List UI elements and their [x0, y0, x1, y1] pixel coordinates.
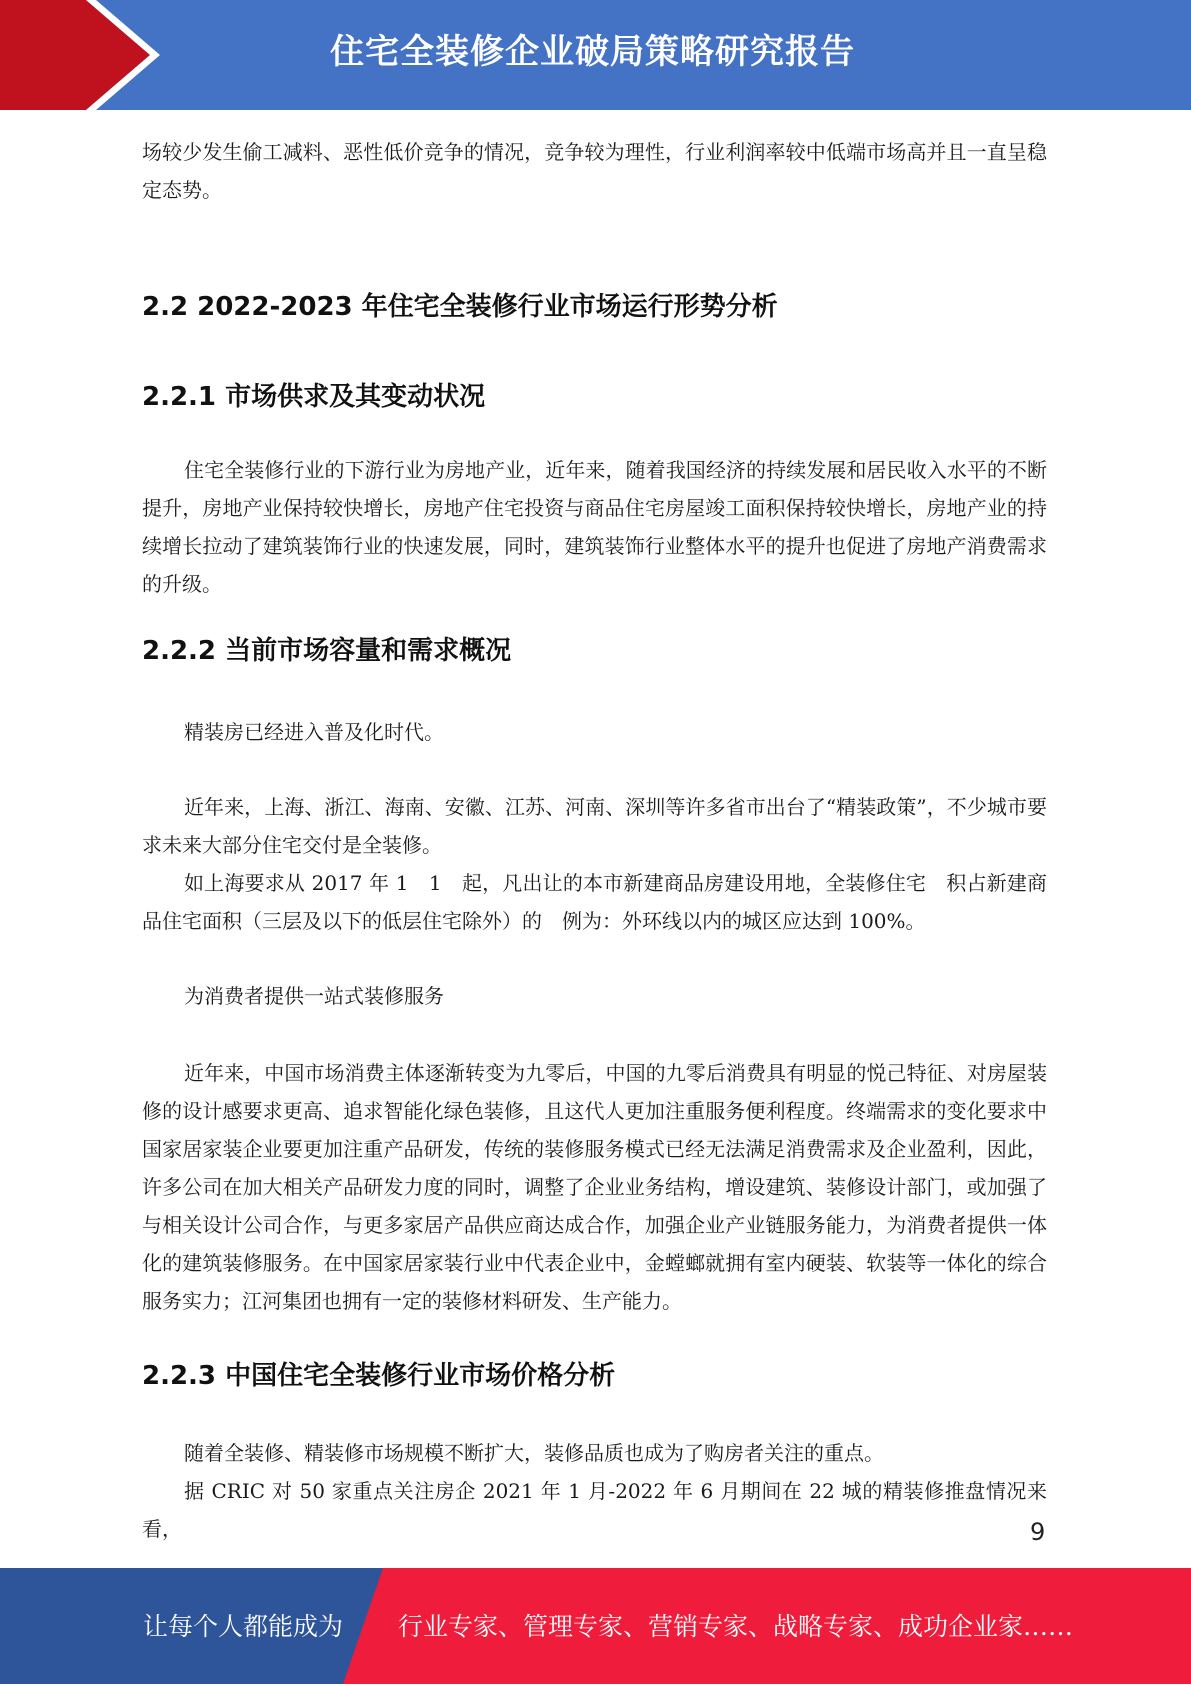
paragraph-quality: 随着全装修、精装修市场规模不断扩大，装修品质也成为了购房者关注的重点。 [184, 1441, 884, 1465]
paragraph-competition: 场较少发生偷工减料、恶性低价竞争的情况，竞争较为理性，行业利润率较中低端市场高并且一直呈稳定态势。 [142, 140, 1047, 202]
paragraph-popularization: 精装房已经进入普及化时代。 [184, 720, 444, 744]
footer-slogan-right: 行业专家、管理专家、营销专家、战略专家、成功企业家…… [398, 1612, 1074, 1641]
paragraph-consumers: 近年来，中国市场消费主体逐渐转变为九零后，中国的九零后消费具有明显的悦己特征、对房屋装修的设计感要求更高、追求智能化绿色装修，且这代人更加注重服务便利程度。终端需求的变化要求中国家居家装企业要更加注重产品研发，传统的装修服务模式已经无法满足消费需求及企业盈利，因此，许多公司在加大相关产品研发力度的同时，调整了企业业务结构，增设建筑、装修设计部门，或加强了与相关设计公司合作，与更多家居产品供应商达成合作，加强企业产业链服务能力，为消费者提供一体化的建筑装修服务。在中国家居家装行业中代表企业中，金螳螂就拥有室内硬装、软装等一体化的综合服务实力；江河集团也拥有一定的装修材料研发、生产能力。 [142, 1061, 1047, 1313]
report-title: 住宅全装修企业破局策略研究报告 [330, 32, 855, 72]
paragraph-cric: 据 CRIC 对 50 家重点关注房企 2021 年 1 月-2022 年 6 月期间在 22 城的精装修推盘情况来看， [142, 1479, 1047, 1541]
heading-2-2-2: 2.2.2 当前市场容量和需求概况 [142, 636, 512, 666]
footer-slogan-left: 让每个人都能成为 [143, 1612, 344, 1641]
heading-2-2-3: 2.2.3 中国住宅全装修行业市场价格分析 [142, 1361, 616, 1391]
page-header [0, 0, 1191, 110]
heading-2-2-1: 2.2.1 市场供求及其变动状况 [142, 382, 486, 412]
paragraph-shanghai: 如上海要求从 2017 年 1 1 起，凡出让的本市新建商品房建设用地，全装修住宅 积占新建商品住宅面积（三层及以下的低层住宅除外）的 例为：外环线以内的城区应达到 100%。 [142, 871, 1047, 933]
page-number: 9 [1030, 1518, 1046, 1546]
paragraph-policy: 近年来，上海、浙江、海南、安徽、江苏、河南、深圳等许多省市出台了“精装政策”，不少城市要求未来大部分住宅交付是全装修。 [142, 795, 1047, 857]
page-footer [0, 1568, 1191, 1684]
paragraph-supply-demand: 住宅全装修行业的下游行业为房地产业，近年来，随着我国经济的持续发展和居民收入水平的不断提升，房地产业保持较快增长，房地产住宅投资与商品住宅房屋竣工面积保持较快增长，房地产业的持续增长拉动了建筑装饰行业的快速发展，同时，建筑装饰行业整体水平的提升也促进了房地产消费需求的升级。 [142, 458, 1047, 596]
paragraph-one-stop: 为消费者提供一站式装修服务 [184, 984, 444, 1008]
heading-2-2: 2.2 2022-2023 年住宅全装修行业市场运行形势分析 [142, 292, 778, 322]
